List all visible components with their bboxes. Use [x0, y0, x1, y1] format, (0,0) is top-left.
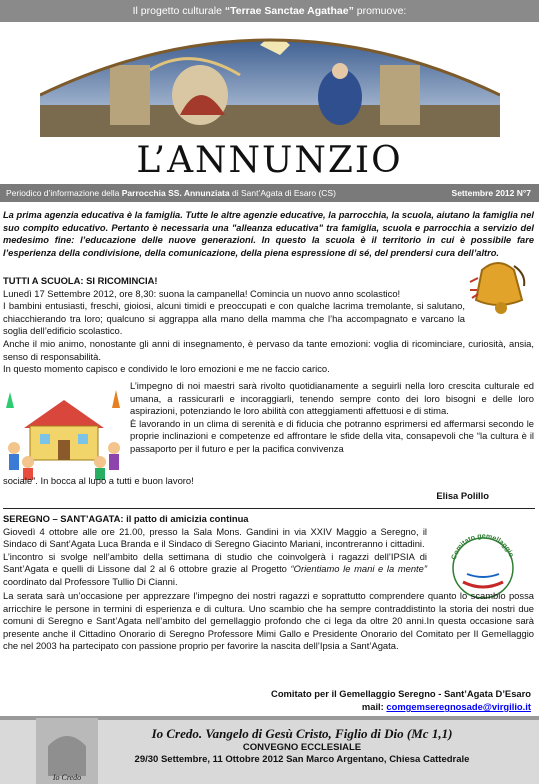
- banner-prefix: Il progetto culturale: [132, 5, 225, 17]
- masthead-subbar: [0, 184, 539, 202]
- intro-paragraph: La prima agenzia educativa è la famiglia. Tutte le altre agenzie educative, la parrocchia, la scuola, aiutano la famiglia nel suo compito educativo. Pertanto è necessaria una "alleanza educativa" tra famiglia, scuola e parrocchia a servizio del medesimo fine: l’educazione delle nuove generazioni. In questo la scuola è il territorio in cui è possibile fare l’esperienza della condivisione, della comunicazione, della piena espressione di sé, del prendersi cura dell’altro.: [3, 210, 534, 258]
- mail-link[interactable]: comgemseregnosade@virgilio.it: [386, 701, 531, 712]
- article-school-p3: Anche il mio animo, nonostante gli anni di insegnamento, è pervaso da tante emozioni: voglia di ricominciare, curiosità, ansia, senso di responsabilità.: [3, 338, 534, 362]
- banner-project: “Terrae Sanctae Agathae”: [224, 5, 354, 17]
- subtitle-part-c: di Sant’Agata di Esaro (CS): [229, 188, 336, 198]
- article-seregno-signature: Comitato per il Gemellaggio Seregno - Sant’Agata D’Esaro: [271, 688, 531, 699]
- subtitle-parish: Parrocchia SS. Annunziata: [121, 188, 230, 198]
- article-seregno-p1: Giovedì 4 ottobre alle ore 21.00, presso la Sala Mons. Gandini in via XXIV Maggio a Seregno, il Sindaco di Sant’Agata Luca Branda e il Sindaco di Seregno Giacinto Mariani, incontreranno i cittadini.: [3, 525, 427, 550]
- banner-suffix: promuove:: [353, 5, 407, 17]
- article-school-p2: I bambini entusiasti, freschi, gioiosi, alcuni timidi e preoccupati e con qualche lacrima tremolante, si salutano, chiacchierando tra loro; qualcuno si aggrappa alla mano della mamma che l’ha accompagnato e varcano la soglia dell’edificio scolastico.: [3, 300, 465, 337]
- section-divider: [3, 508, 535, 509]
- footer-line1: Io Credo. Vangelo di Gesù Cristo, Figlio di Dio (Mc 1,1): [151, 726, 453, 741]
- school-children-image: [4, 388, 124, 480]
- article-school-cont: [3, 338, 534, 376]
- newsletter-title: L’ANNUNZIO: [136, 140, 403, 181]
- top-banner: [0, 0, 539, 22]
- article-seregno-heading: SEREGNO – SANT’AGATA: il patto di amicizia continua: [3, 513, 249, 524]
- article-seregno: [3, 513, 427, 589]
- school-bell-image: [468, 252, 530, 322]
- article-school-p4: In questo momento capisco e condivido le loro emozioni e me ne faccio carico.: [3, 363, 330, 375]
- footer-logo-text: Io Credo: [52, 773, 82, 782]
- article-school-signature: Elisa Polillo: [436, 490, 489, 501]
- article-school-p6: È lavorando in un clima di serenità e di fiducia che potranno esprimersi ed affermarsi secondo le proprie inclinazioni e competenze ed affrontare le sfide della vita, consapevoli che “la cultura è il passaporto per il futuro e per la pacifica convivenza: [130, 417, 534, 454]
- p2-part-a: L’incontro si svolge nell’ambito della settimana di studio che coinvolgerà i ragazzi dell’IPSIA di Sant’Agata e quelli di Lissone dal 2 al 6 ottobre grazie al Progetto: [3, 550, 427, 575]
- article-school: [3, 275, 465, 338]
- article-school-end: sociale”. In bocca al lupo a tutti e buon lavoro!: [3, 475, 194, 486]
- masthead-subtitle: [6, 184, 336, 202]
- annunciation-fresco-image: [40, 25, 500, 137]
- p2-part-c: coordinato dal Professore Tullio Di Cianni.: [3, 575, 178, 587]
- subtitle-part-a: Periodico d’informazione della: [6, 188, 122, 198]
- mail-label: mail:: [361, 701, 387, 712]
- project-name: “Orientiamo le mani e la mente”: [290, 563, 427, 575]
- article-seregno-p2: [3, 551, 427, 589]
- article-seregno-cont: La serata sarà un’occasione per apprezzare l’impegno dei nostri ragazzi e soprattutto comprendere quanto lo scambio possa arricchire le persone in termini di esperienza e di cultura. Uno scambio che ha sempre contraddistinto la storia dei nostri due comuni di Seregno e Sant’Agata nell’ambito del gemellaggio profondo che ci lega da oltre 20 anni.In questa occasione sarà presente anche il Cittadino Onorario di Seregno Professore Mimi Gallo e Presidente Onorario del Comitato per Il Gemellaggio che nel 2003 ha partecipato con passione proprio per favorire la nascita dell’Ipsia a Sant’Agata.: [3, 590, 534, 652]
- logo-text: Comitato gemellaggio: [450, 532, 515, 561]
- footer-text: [112, 726, 492, 766]
- article-school-p1: Lunedì 17 Settembre 2012, ore 8,30: suona la campanella! Comincia un nuovo anno scolastico!: [3, 287, 401, 299]
- footer-line2: CONVEGNO ECCLESIALE: [242, 742, 362, 753]
- footer-line3: 29/30 Settembre, 11 Ottobre 2012 San Marco Argentano, Chiesa Cattedrale: [134, 754, 470, 765]
- mail-line: [362, 701, 531, 712]
- article-school-heading: TUTTI A SCUOLA: SI RICOMINCIA!: [3, 275, 158, 286]
- issue-label: Settembre 2012 N°7: [451, 188, 531, 198]
- article-school-col: [130, 380, 534, 456]
- article-school-p5: L’impegno di noi maestri sarà rivolto quotidianamente a seguirli nella loro crescita culturale ed umana, a rassicurarli e incoraggiarli, tenendo sempre conto dei loro bisogni e delle loro aspirazioni, potenziando le loro abilità con atteggiamenti affettuosi e di stima.: [130, 380, 534, 417]
